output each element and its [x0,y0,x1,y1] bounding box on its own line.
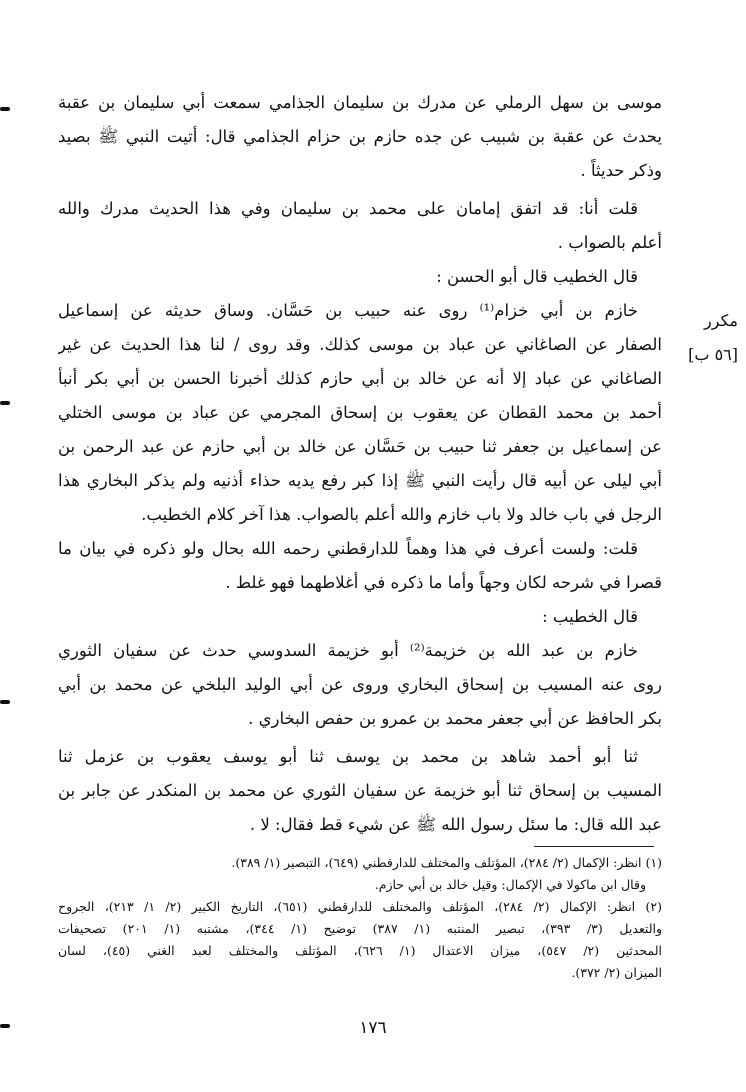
margin-note-repeated: مكرر [704,311,738,330]
text-line: المسيب بن إسحاق ثنا أبو خزيمة عن سفيان الثوري عن محمد بن المنكدر عن جابر بن [58,781,662,800]
margin-note [676,304,738,372]
footnote-divider [534,846,654,847]
footnotes [58,852,662,984]
text-line: أحمد بن محمد القطان عن يعقوب بن إسحاق المجرمي عن عباد بن موسى الختلي [58,403,662,422]
footnote-line: المحدثين (٢/ ٥٤٧)، ميزان الاعتدال (١/ ٦٢٦)، المؤتلف والمختلف لعبد الغني (٤٥)، لسان [58,943,662,958]
text-line: الرجل في باب خالد ولا باب خازم والله أعلم بالصواب. هذا آخر كلام الخطيب. [141,505,662,524]
text-line: أبي ليلى عن أبيه قال رأيت النبي ﷺ إذا كبر رفع يديه حذاء أذنيه ولم يذكر البخاري هذا [58,471,662,490]
text-line: يحدث عن عقبة بن شبيب عن جده حازم بن حزام الجذامي قال: أتيت النبي ﷺ بصيد [58,127,662,146]
footnote-line: (١) انظر: الإكمال (٢/ ٢٨٤)، المؤتلف والمختلف للدارقطني (٦٤٩)، التبصير (١/ ٣٨٩). [231,855,662,870]
footnote-line: وقال ابن ماكولا في الإكمال: وقيل خالد بن أبي حازم. [374,877,646,892]
text-line: قصرا في شرحه لكان وجهاً وأما ما ذكره في أغلاطهما فهو غلط . [225,573,662,592]
page-number: ١٧٦ [359,1018,387,1038]
scan-edge-mark [0,107,10,111]
footnote-line: الميزان (٢/ ٣٧٢). [571,965,662,980]
margin-note-folio: [٥٦ ب] [688,345,738,364]
footnote-line: والتعديل (٣/ ٣٩٣)، تبصير المنتبه (١/ ٣٨٧) توضيح (١/ ٣٤٤)، مشتبه (١/ ٢٠١) تصحيفات [58,921,662,936]
text-line: خازم بن أبي خزام⁽¹⁾ روى عنه حبيب بن حَسَّان. وساق حديثه عن إسماعيل [58,301,639,320]
text-line: أعلم بالصواب . [557,233,662,252]
text-line: الصاغاني عن عباد إلا أنه عن خالد بن أبي حازم كذلك أخبرنا الحسن بن أبي بكر أنبأ [58,369,662,388]
text-line: بكر الحافظ عن أبي جعفر محمد بن عمرو بن حفص البخاري . [248,709,662,728]
text-line: خازم بن عبد الله بن خزيمة⁽²⁾ أبو خزيمة السدوسي حدث عن سفيان الثوري [58,641,638,660]
text-line: موسى بن سهل الرملي عن مدرك بن سليمان الجذامي سمعت أبي سليمان بن عقبة [58,93,662,112]
text-line: الصفار عن الصاغاني عن عباد بن موسى كذلك. وقد روى / لنا هذا الحديث عن غير [58,335,662,354]
section-heading: قال الخطيب قال أبو الحسن : [436,267,638,286]
scan-edge-mark [0,700,10,704]
text-line: قلت: ولست أعرف في هذا وهماً للدارقطني رحمه الله بحال ولو ذكره في بيان ما [58,539,638,558]
text-line: روى عنه المسيب بن إسحاق البخاري وروى عن أبي الوليد البلخي عن محمد بن أبي [58,675,662,694]
scan-edge-mark [0,401,10,405]
text-line: قلت أنا: قد اتفق إمامان على محمد بن سليمان وفي هذا الحديث مدرك والله [58,199,638,218]
footnote-line: (٢) انظر: الإكمال (٢/ ٢٨٤)، المؤتلف والمختلف للدارقطني (٦٥١)، التاريخ الكبير (٢/ ١/ ٢١٣)، الجروح [58,899,662,914]
text-line: وذكر حديثاً . [580,161,662,180]
main-text [58,86,662,842]
text-line: عن إسماعيل بن جعفر ثنا حبيب بن حَسَّان عن خالد بن أبي حازم عن عبد الرحمن بن [58,437,662,456]
section-heading: قال الخطيب : [542,607,638,626]
text-line: عبد الله قال: ما سئل رسول الله ﷺ عن شيء قط فقال: لا . [249,815,662,834]
text-line: ثنا أبو أحمد شاهد بن محمد بن يوسف ثنا أبو يوسف يعقوب بن عزمل ثنا [58,747,638,766]
